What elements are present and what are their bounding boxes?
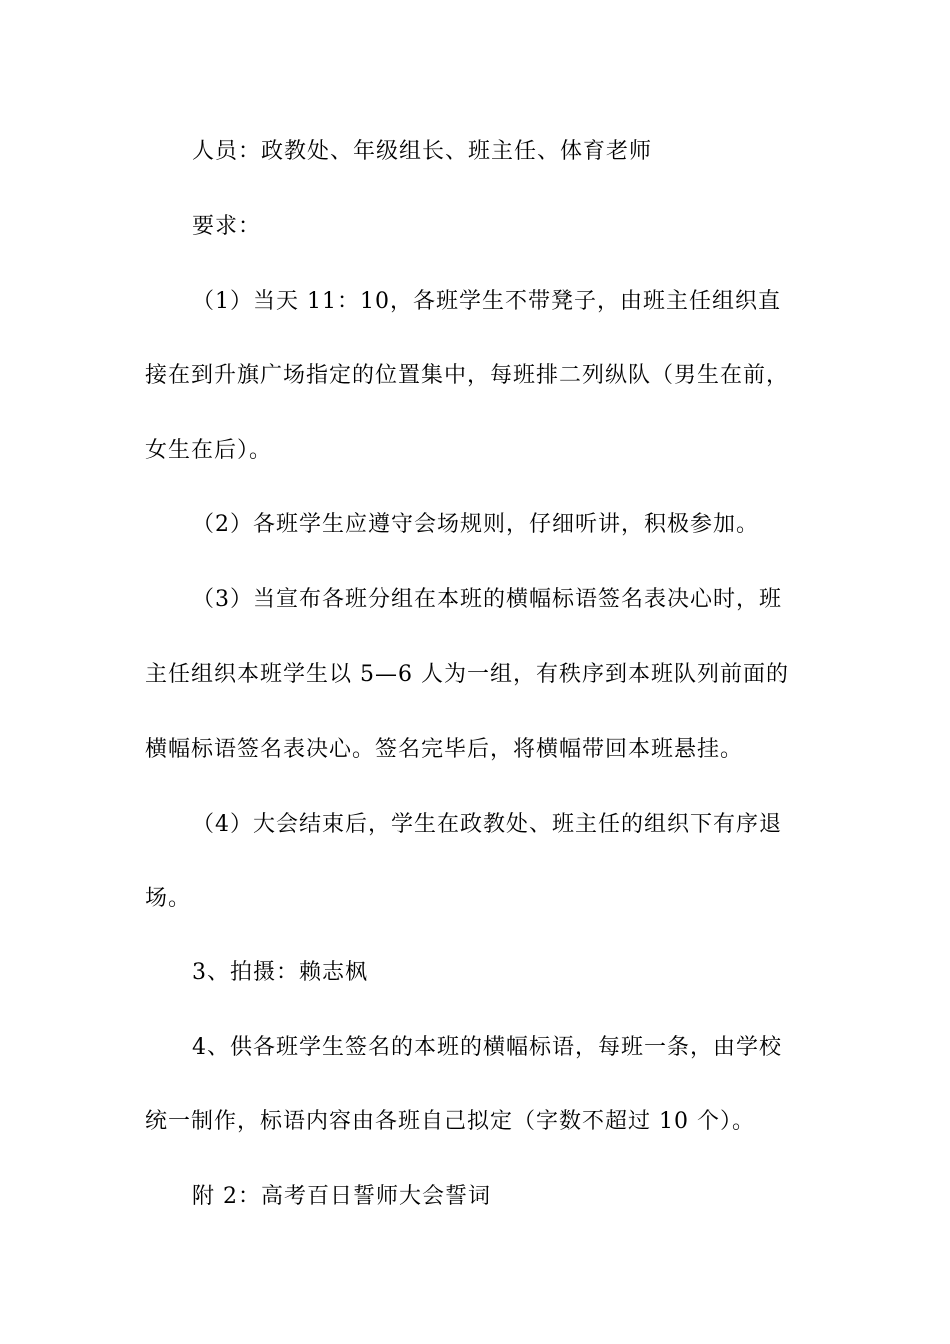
paragraph-item-4-line-2: 场。 <box>145 886 192 911</box>
paragraph-requirements-heading: 要求： <box>192 214 262 239</box>
paragraph-item-3-line-3: 横幅标语签名表决心。签名完毕后，将横幅带回本班悬挂。 <box>145 737 744 762</box>
paragraph-section-3: 3、拍摄：赖志枫 <box>192 960 368 985</box>
paragraph-item-1-line-1: （1）当天 11：10，各班学生不带凳子，由班主任组织直 <box>192 289 781 314</box>
paragraph-item-3-line-1: （3）当宣布各班分组在本班的横幅标语签名表决心时，班 <box>192 587 782 612</box>
paragraph-item-3-line-2: 主任组织本班学生以 5—6 人为一组，有秩序到本班队列前面的 <box>145 662 789 687</box>
paragraph-item-1-line-2: 接在到升旗广场指定的位置集中，每班排二列纵队（男生在前， <box>145 363 790 388</box>
paragraph-item-4-line-1: （4）大会结束后，学生在政教处、班主任的组织下有序退 <box>192 812 782 837</box>
paragraph-item-2: （2）各班学生应遵守会场规则，仔细听讲，积极参加。 <box>192 512 759 537</box>
paragraph-personnel: 人员：政教处、年级组长、班主任、体育老师 <box>192 139 653 164</box>
paragraph-section-4-line-2: 统一制作，标语内容由各班自己拟定（字数不超过 10 个）。 <box>145 1109 755 1134</box>
paragraph-appendix-2-heading: 附 2：高考百日誓师大会誓词 <box>192 1184 491 1209</box>
paragraph-section-4-line-1: 4、供各班学生签名的本班的横幅标语，每班一条，由学校 <box>192 1035 782 1060</box>
paragraph-item-1-line-3: 女生在后）。 <box>145 438 273 463</box>
